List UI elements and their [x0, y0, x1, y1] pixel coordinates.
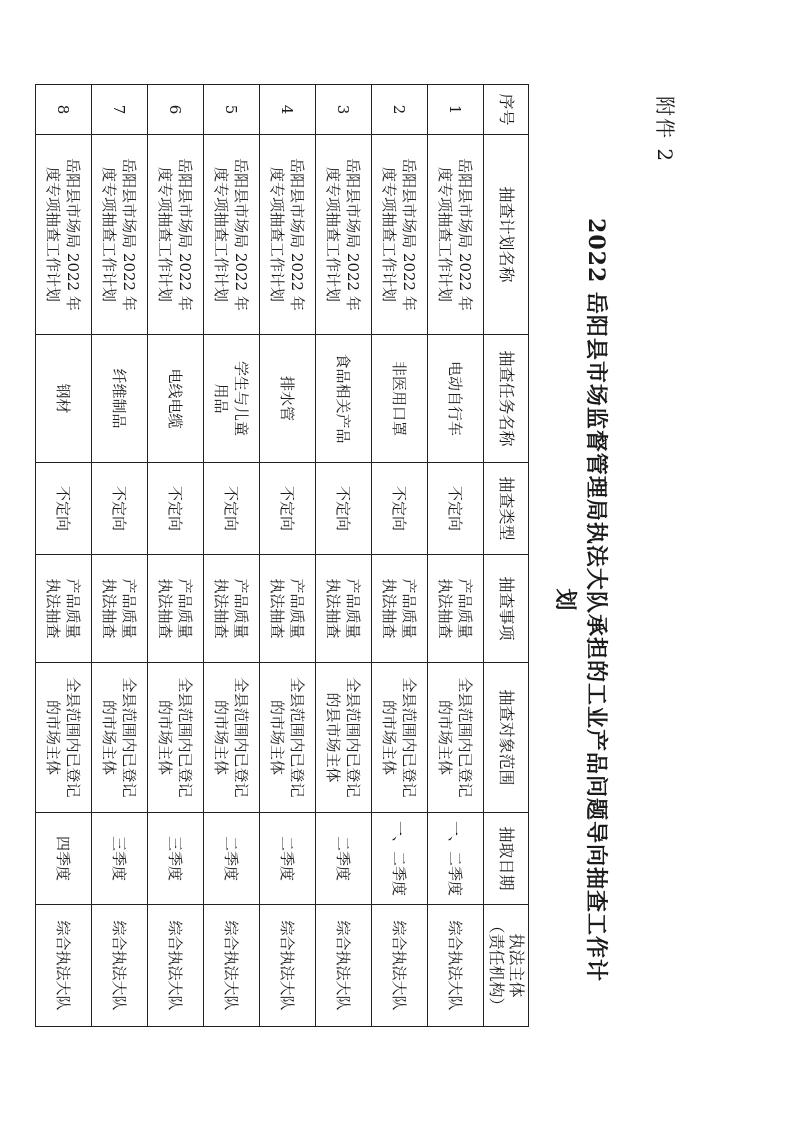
row-matter — [36, 555, 92, 663]
row-index: 7 — [92, 85, 148, 135]
row-task-name-line1: 非医用口罩 — [390, 360, 409, 436]
row-type: 不定向 — [316, 463, 372, 555]
row-scope-line2: 的市场主体 — [44, 699, 63, 775]
row-task-name-line1: 电线电缆 — [166, 368, 185, 429]
row-type: 不定向 — [372, 463, 428, 555]
table-row — [148, 85, 204, 1027]
row-task-name — [36, 335, 92, 463]
row-scope — [204, 663, 260, 813]
row-subject: 综合执法大队 — [316, 905, 372, 1027]
row-scope — [260, 663, 316, 813]
header-plan-name: 抽查计划名称 — [484, 135, 529, 335]
row-plan-name-line1: 岳阳县市场局 2022 年 — [64, 158, 83, 311]
attachment-label: 附件 2 — [653, 96, 677, 164]
row-type: 不定向 — [36, 463, 92, 555]
row-date: 三季度 — [148, 813, 204, 905]
table-row — [428, 85, 484, 1027]
row-subject: 综合执法大队 — [260, 905, 316, 1027]
row-plan-name-line2: 度专项抽查工作计划 — [380, 166, 399, 302]
row-plan-name-line1: 岳阳县市场局 2022 年 — [288, 158, 307, 311]
row-matter-line2: 执法抽查 — [212, 578, 231, 639]
row-task-name — [372, 335, 428, 463]
row-scope-line2: 的县市场主体 — [324, 692, 343, 783]
row-plan-name — [316, 135, 372, 335]
row-plan-name-line2: 度专项抽查工作计划 — [100, 166, 119, 302]
row-scope-line1: 全县范围内已登记 — [232, 677, 251, 798]
row-task-name-line1: 食品相关产品 — [334, 353, 353, 444]
row-matter-line1: 产品质量 — [176, 578, 195, 639]
row-matter-line2: 执法抽查 — [324, 578, 343, 639]
row-matter-line2: 执法抽查 — [436, 578, 455, 639]
header-date: 抽取日期 — [484, 813, 529, 905]
row-scope-line2: 的市场主体 — [156, 699, 175, 775]
row-matter-line1: 产品质量 — [344, 578, 363, 639]
row-index: 5 — [204, 85, 260, 135]
row-scope — [372, 663, 428, 813]
row-matter — [428, 555, 484, 663]
row-scope-line2: 的市场主体 — [268, 699, 287, 775]
row-index: 8 — [36, 85, 92, 135]
row-matter — [92, 555, 148, 663]
row-plan-name-line2: 度专项抽查工作计划 — [156, 166, 175, 302]
table-row — [204, 85, 260, 1027]
row-matter-line2: 执法抽查 — [268, 578, 287, 639]
row-task-name-line2: 用品 — [212, 383, 231, 414]
row-scope-line1: 全县范围内已登记 — [344, 677, 363, 798]
row-index: 6 — [148, 85, 204, 135]
row-plan-name — [372, 135, 428, 335]
row-subject: 综合执法大队 — [148, 905, 204, 1027]
row-matter — [204, 555, 260, 663]
row-plan-name-line2: 度专项抽查工作计划 — [436, 166, 455, 302]
row-type: 不定向 — [148, 463, 204, 555]
row-scope-line2: 的市场主体 — [436, 699, 455, 775]
row-type: 不定向 — [260, 463, 316, 555]
row-matter — [372, 555, 428, 663]
plan-table — [35, 84, 529, 1027]
row-subject: 综合执法大队 — [428, 905, 484, 1027]
header-matter: 抽查事项 — [484, 555, 529, 663]
table-row — [316, 85, 372, 1027]
row-scope-line2: 的市场主体 — [380, 699, 399, 775]
row-plan-name — [92, 135, 148, 335]
row-plan-name-line1: 岳阳县市场局 2022 年 — [344, 158, 363, 311]
row-date: 二季度 — [260, 813, 316, 905]
row-matter — [260, 555, 316, 663]
row-plan-name-line2: 度专项抽查工作计划 — [212, 166, 231, 302]
row-task-name-line1: 电动自行车 — [446, 360, 465, 436]
row-scope — [148, 663, 204, 813]
row-index: 4 — [260, 85, 316, 135]
row-plan-name-line1: 岳阳县市场局 2022 年 — [400, 158, 419, 311]
row-plan-name — [260, 135, 316, 335]
row-scope-line1: 全县范围内已登记 — [288, 677, 307, 798]
row-task-name-line1: 学生与儿童 — [232, 360, 251, 436]
row-plan-name-line1: 岳阳县市场局 2022 年 — [120, 158, 139, 311]
row-type: 不定向 — [92, 463, 148, 555]
row-scope — [92, 663, 148, 813]
row-plan-name-line2: 度专项抽查工作计划 — [268, 166, 287, 302]
row-task-name — [92, 335, 148, 463]
row-task-name — [148, 335, 204, 463]
row-index: 2 — [372, 85, 428, 135]
row-matter — [148, 555, 204, 663]
row-task-name-line1: 排水管 — [278, 375, 297, 421]
row-plan-name-line1: 岳阳县市场局 2022 年 — [232, 158, 251, 311]
row-scope — [428, 663, 484, 813]
row-plan-name-line2: 度专项抽查工作计划 — [324, 166, 343, 302]
row-type: 不定向 — [428, 463, 484, 555]
row-scope-line1: 全县范围内已登记 — [400, 677, 419, 798]
row-scope — [36, 663, 92, 813]
row-plan-name-line2: 度专项抽查工作计划 — [44, 166, 63, 302]
row-type: 不定向 — [204, 463, 260, 555]
row-subject: 综合执法大队 — [92, 905, 148, 1027]
row-subject: 综合执法大队 — [204, 905, 260, 1027]
row-date: 三季度 — [92, 813, 148, 905]
row-matter-line1: 产品质量 — [288, 578, 307, 639]
row-task-name-line1: 钢材 — [54, 383, 73, 414]
row-matter-line2: 执法抽查 — [156, 578, 175, 639]
row-task-name — [204, 335, 260, 463]
row-task-name — [428, 335, 484, 463]
table-row — [92, 85, 148, 1027]
header-scope: 抽查对象范围 — [484, 663, 529, 813]
row-plan-name — [36, 135, 92, 335]
row-scope-line1: 全县范围内已登记 — [176, 677, 195, 798]
row-matter — [316, 555, 372, 663]
row-matter-line1: 产品质量 — [64, 578, 83, 639]
header-type: 抽查类型 — [484, 463, 529, 555]
header-subject — [484, 905, 529, 1027]
row-plan-name-line1: 岳阳县市场局 2022 年 — [456, 158, 475, 311]
header-index: 序号 — [484, 85, 529, 135]
header-task-name: 抽查任务名称 — [484, 335, 529, 463]
row-date: 二季度 — [204, 813, 260, 905]
row-date: 一、二季度 — [372, 813, 428, 905]
row-matter-line2: 执法抽查 — [100, 578, 119, 639]
row-index: 1 — [428, 85, 484, 135]
row-scope-line1: 全县范围内已登记 — [64, 677, 83, 798]
header-subject-line2: （责任机构） — [487, 917, 506, 1014]
row-index: 3 — [316, 85, 372, 135]
row-plan-name-line1: 岳阳县市场局 2022 年 — [176, 158, 195, 311]
row-scope — [316, 663, 372, 813]
table-header-row — [484, 85, 529, 1027]
row-matter-line1: 产品质量 — [120, 578, 139, 639]
row-date: 二季度 — [316, 813, 372, 905]
row-subject: 综合执法大队 — [36, 905, 92, 1027]
row-date: 一、二季度 — [428, 813, 484, 905]
row-plan-name — [428, 135, 484, 335]
row-task-name — [260, 335, 316, 463]
row-scope-line2: 的市场主体 — [212, 699, 231, 775]
row-subject: 综合执法大队 — [372, 905, 428, 1027]
row-plan-name — [148, 135, 204, 335]
row-task-name-line1: 纤维制品 — [110, 368, 129, 429]
row-matter-line2: 执法抽查 — [380, 578, 399, 639]
row-matter-line2: 执法抽查 — [44, 578, 63, 639]
row-matter-line1: 产品质量 — [232, 578, 251, 639]
row-matter-line1: 产品质量 — [456, 578, 475, 639]
table-row — [36, 85, 92, 1027]
row-scope-line1: 全县范围内已登记 — [456, 677, 475, 798]
document-title: 2022 岳阳县市场监督管理局执法大队承担的工业产品问题导向抽查工作计划 — [552, 218, 609, 982]
header-subject-line1: 执法主体 — [507, 933, 526, 998]
row-plan-name — [204, 135, 260, 335]
row-scope-line1: 全县范围内已登记 — [120, 677, 139, 798]
table-row — [372, 85, 428, 1027]
row-date: 四季度 — [36, 813, 92, 905]
row-matter-line1: 产品质量 — [400, 578, 419, 639]
row-task-name — [316, 335, 372, 463]
row-scope-line2: 的市场主体 — [100, 699, 119, 775]
table-row — [260, 85, 316, 1027]
